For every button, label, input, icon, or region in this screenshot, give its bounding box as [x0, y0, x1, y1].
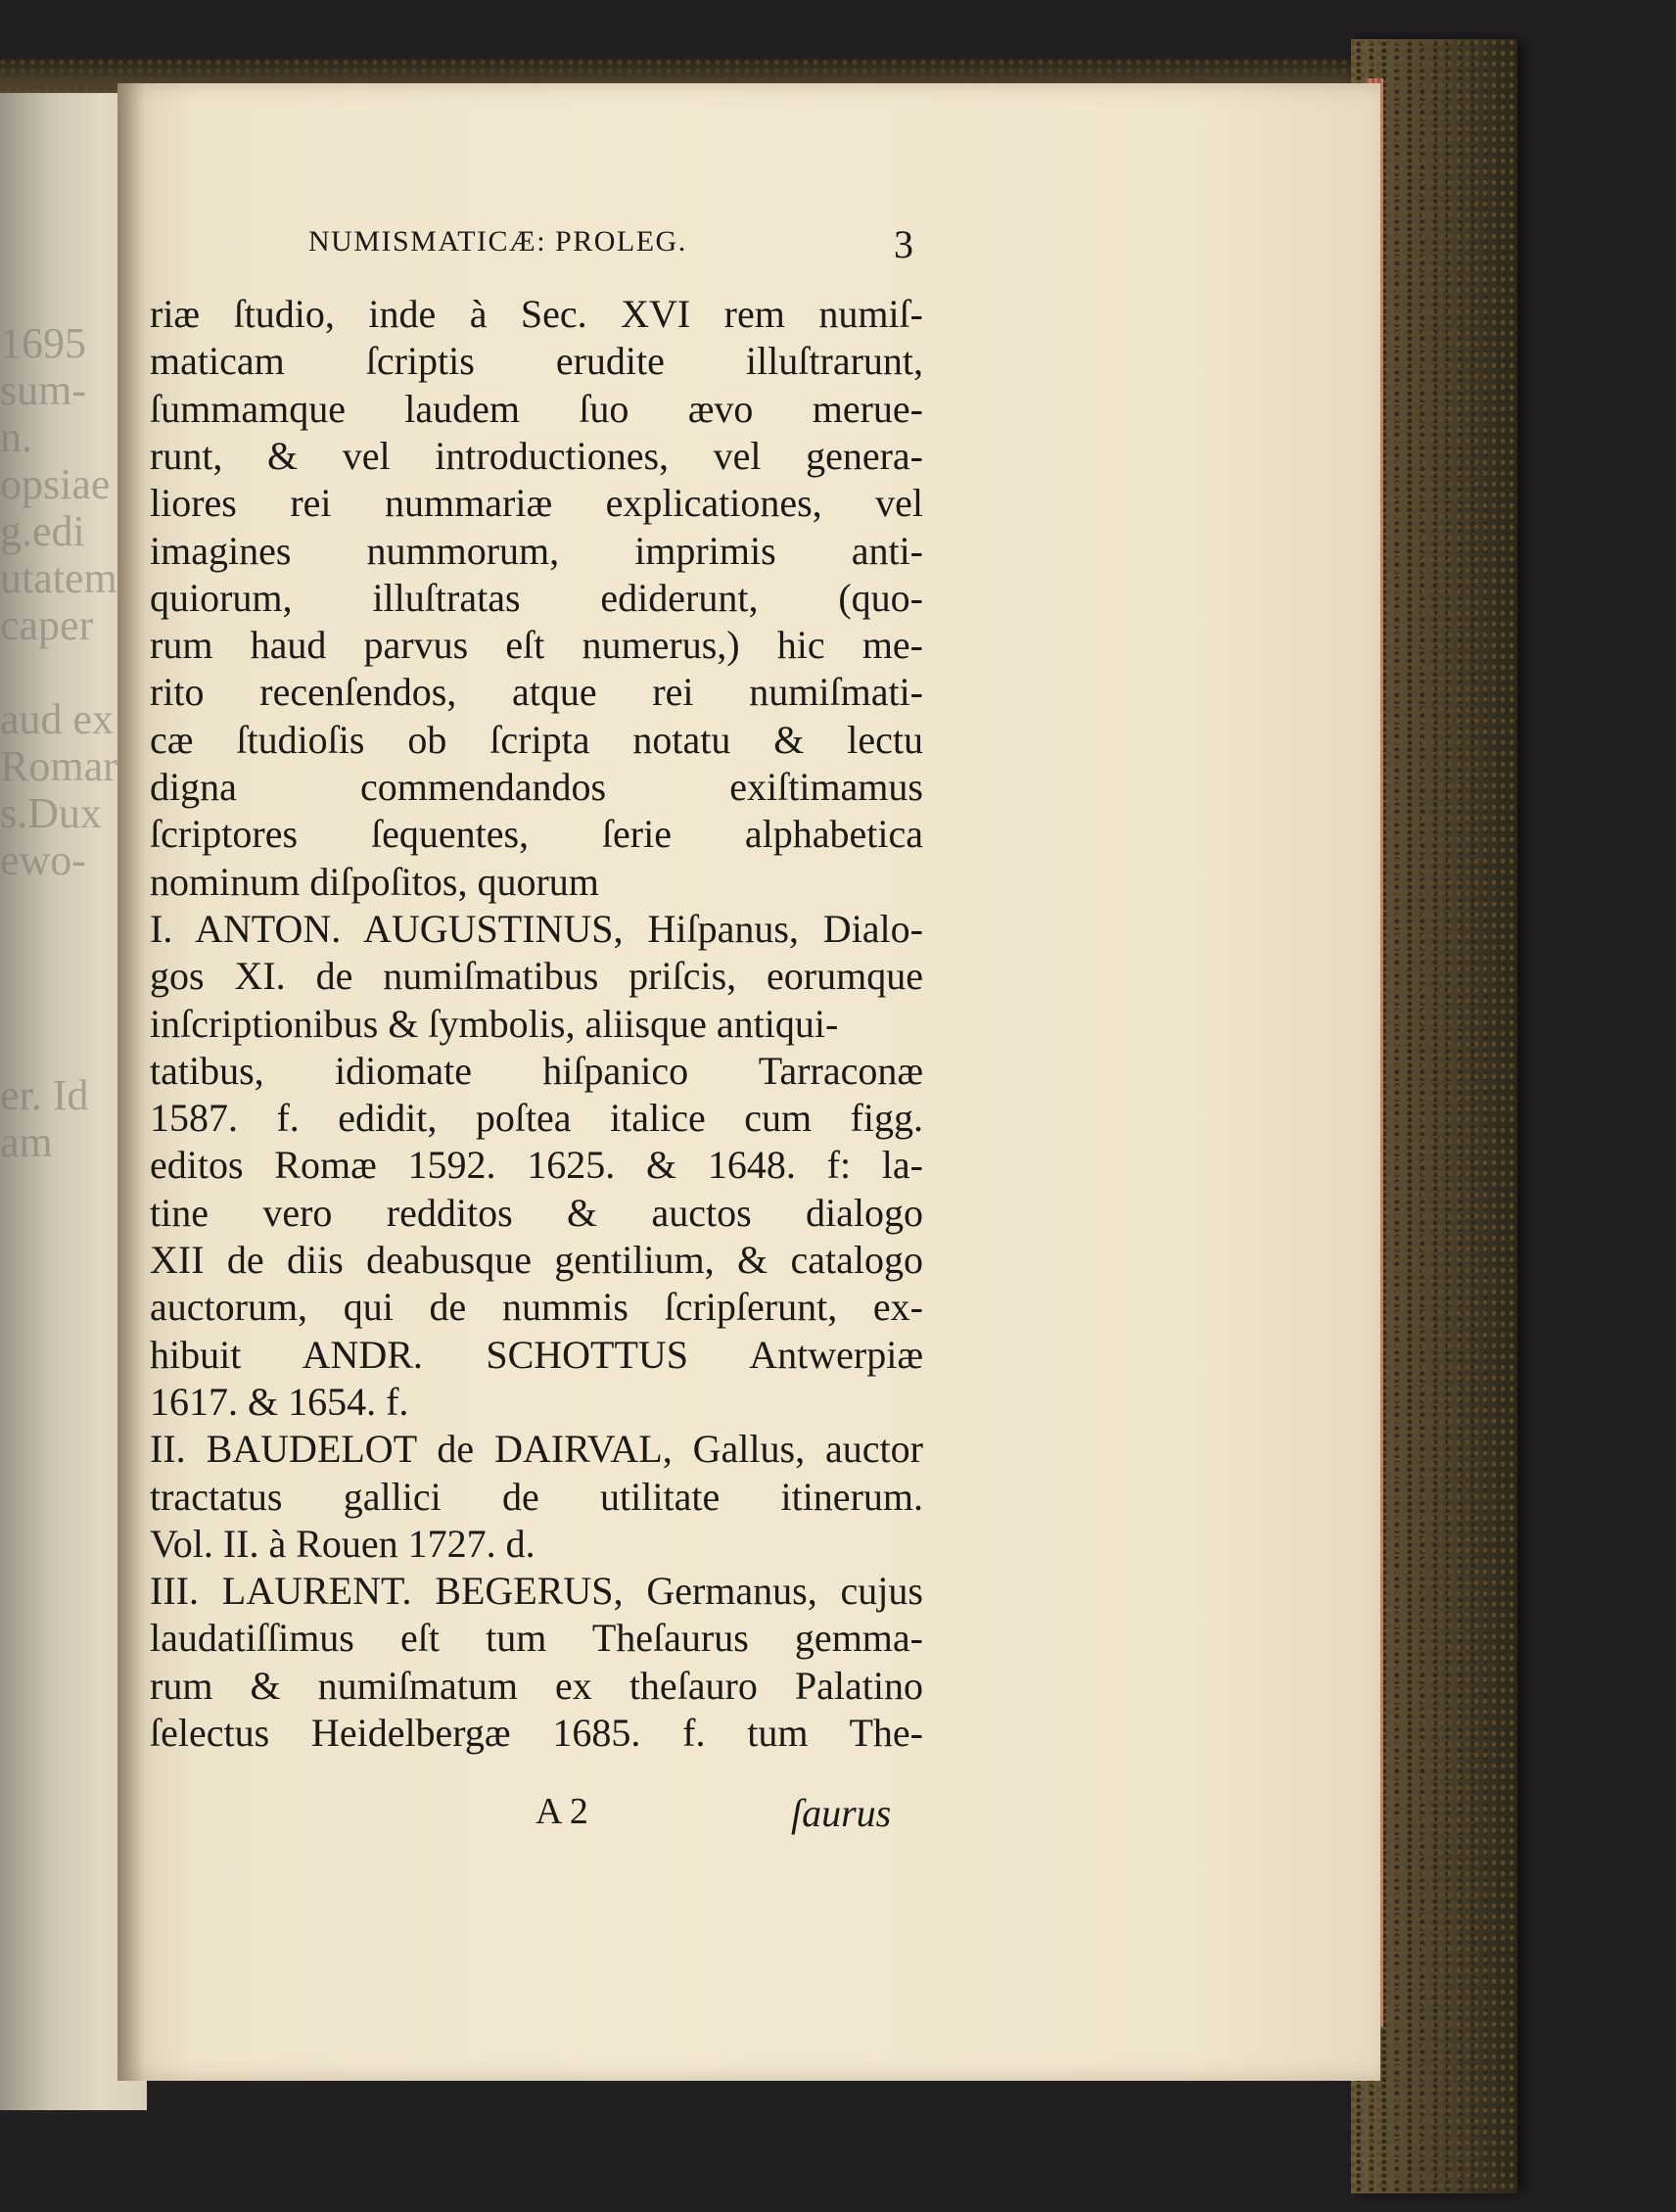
left-page-ghost-text: g.edi [0, 507, 85, 555]
left-page-ghost-text: 1695 [0, 319, 86, 367]
text-line: III. LAURENT. BEGERUS, Germanus, cujus [150, 1569, 923, 1614]
text-line: tine vero redditos & auctos dialogo [150, 1190, 923, 1235]
left-page-ghost-text: am [0, 1118, 53, 1166]
text-line: II. BAUDELOT de DAIRVAL, Gallus, auctor [150, 1427, 923, 1472]
left-page-ghost-text: sum- [0, 366, 86, 414]
text-line: I. ANTON. AUGUSTINUS, Hiſpanus, Dialo- [150, 906, 923, 951]
page-number: 3 [894, 222, 913, 266]
catchword: ſaurus [791, 1791, 892, 1835]
left-page-ghost-text: caper [0, 601, 94, 649]
left-page-ghost-text: aud ex [0, 695, 115, 743]
page-gutter-shadow [117, 83, 145, 2081]
left-page-ghost-text: s.Dux [0, 789, 102, 837]
text-line: quiorum, illuſtratas ediderunt, (quo- [150, 575, 923, 620]
left-page-ghost-text: opsiae [0, 460, 111, 508]
text-line: inſcriptionibus & ſymbolis, aliisque antiqui- [150, 1001, 839, 1046]
text-line: hibuit ANDR. SCHOTTUS Antwerpiæ [150, 1332, 923, 1377]
left-page-ghost-text: n. [0, 413, 32, 461]
text-line: XII de diis deabusque gentilium, & catalogo [150, 1238, 923, 1282]
left-page-ghost-text: utatem [0, 554, 117, 602]
text-line: rum haud parvus eſt numerus,) hic me- [150, 623, 923, 668]
text-line: rum & numiſmatum ex theſauro Palatino [150, 1663, 923, 1708]
text-line: Vol. II. à Rouen 1727. d. [150, 1521, 535, 1566]
text-line: auctorum, qui de nummis ſcripſerunt, ex- [150, 1285, 923, 1330]
text-line: laudatiſſimus eſt tum Theſaurus gemma- [150, 1616, 923, 1661]
running-head [308, 222, 935, 270]
left-page-ghost-text: Romar [0, 742, 117, 790]
text-line: ſelectus Heidelbergæ 1685. f. tum The- [150, 1711, 923, 1755]
text-line: riæ ſtudio, inde à Sec. XVI rem numiſ- [150, 292, 923, 336]
signature-mark: A 2 [535, 1791, 588, 1832]
text-line: 1617. & 1654. f. [150, 1379, 409, 1424]
left-page-ghost-text: er. Id [0, 1071, 89, 1119]
running-head-title: NUMISMATICÆ: PROLEG. [308, 225, 687, 258]
text-line: runt, & vel introductiones, vel genera- [150, 433, 923, 478]
text-line: maticam ſcriptis erudite illuſtrarunt, [150, 339, 923, 384]
text-line: cæ ſtudioſis ob ſcripta notatu & lectu [150, 717, 923, 762]
text-line: imagines nummorum, imprimis anti- [150, 528, 923, 573]
text-line: liores rei nummariæ explicationes, vel [150, 481, 923, 526]
text-line: tatibus, idiomate hiſpanico Tarraconæ [150, 1048, 923, 1093]
text-line: nominum diſpoſitos, quorum [150, 859, 599, 904]
left-page-ghost-text: ewo- [0, 836, 86, 884]
text-line: rito recenſendos, atque rei numiſmati- [150, 670, 923, 715]
text-line: tractatus gallici de utilitate itinerum. [150, 1474, 923, 1519]
text-line: gos XI. de numiſmatibus priſcis, eorumque [150, 954, 923, 999]
text-line: 1587. f. edidit, poſtea italice cum figg. [150, 1096, 923, 1141]
text-line: ſcriptores ſequentes, ſerie alphabetica [150, 812, 923, 857]
text-line: editos Romæ 1592. 1625. & 1648. f: la- [150, 1143, 923, 1188]
text-line: digna commendandos exiſtimamus [150, 765, 923, 809]
text-line: ſummamque laudem ſuo ævo merue- [150, 386, 923, 431]
